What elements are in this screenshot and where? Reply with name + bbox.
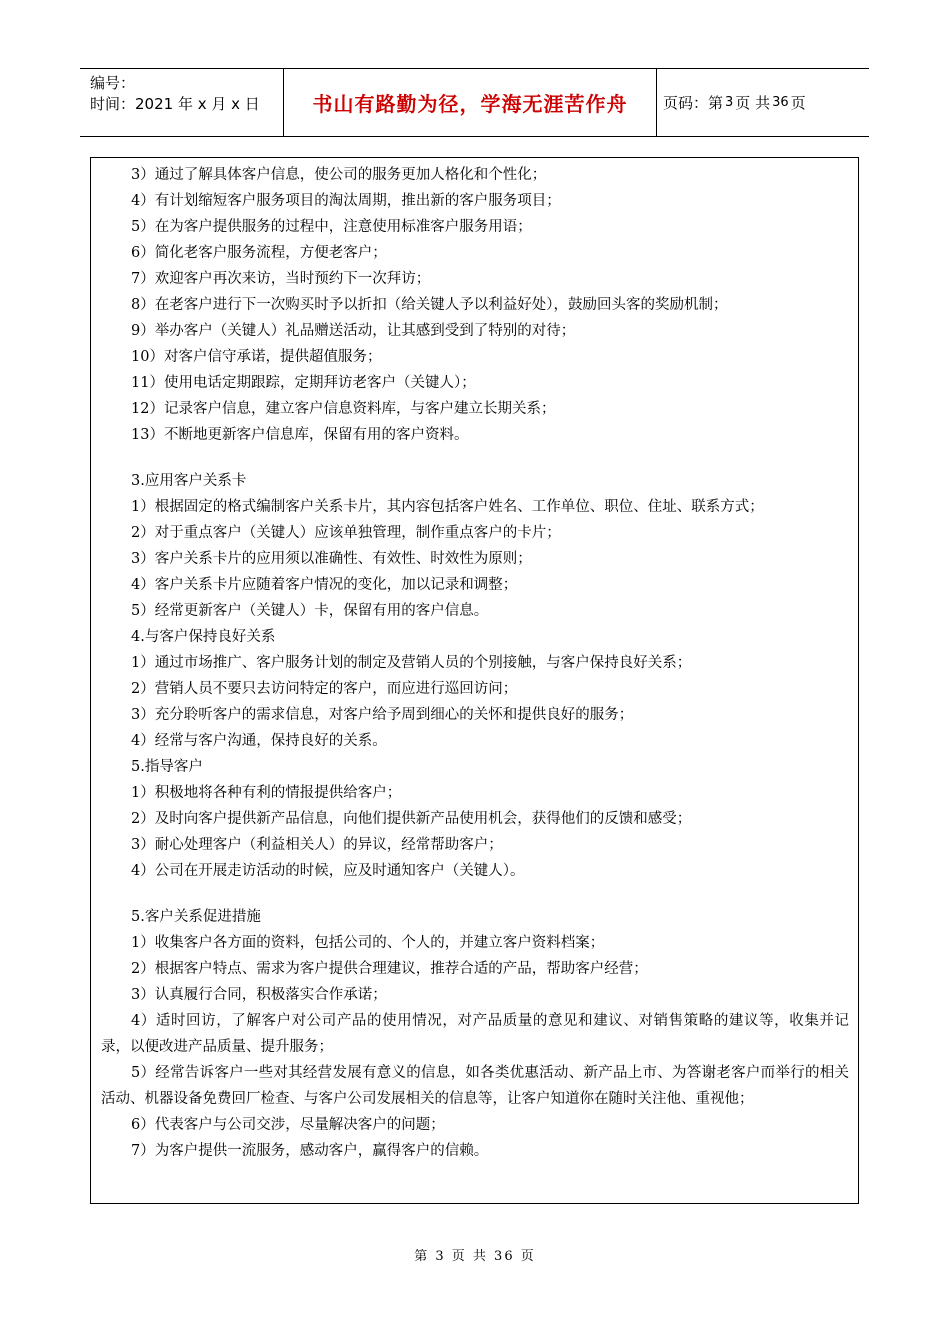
spacer — [101, 884, 849, 904]
list-item: 1）根据固定的格式编制客户关系卡片，其内容包括客户姓名、工作单位、职位、住址、联系方式； — [131, 499, 764, 515]
header-motto-cell — [283, 69, 657, 136]
page-current: 3 — [725, 95, 734, 110]
header-info — [80, 69, 283, 136]
page-mid: 页 共 — [735, 94, 771, 112]
section-heading: 3.应用客户关系卡 — [131, 473, 247, 489]
list-item: 3）耐心处理客户（利益相关人）的异议，经常帮助客户； — [131, 837, 503, 853]
page-prefix: 页码：第 — [663, 94, 724, 112]
list-item: 3）客户关系卡片的应用须以准确性、有效性、时效性为原则； — [131, 551, 532, 567]
list-item: 8）在老客户进行下一次购买时予以折扣（给关键人予以利益好处），鼓励回头客的奖励机制； — [131, 297, 728, 313]
list-item: 5）经常告诉客户一些对其经营发展有意义的信息，如各类优惠活动、新产品上市、为答谢老客户而举行的相关活动、机器设备免费回厂检查、与客户公司发展相关的信息等，让客户知道你在随时关注他、重视他； — [101, 1065, 849, 1107]
page-total: 36 — [772, 95, 789, 110]
list-item: 10）对客户信守承诺，提供超值服务； — [131, 349, 382, 365]
header-page-info — [657, 69, 869, 136]
list-item: 2）对于重点客户（关键人）应该单独管理，制作重点客户的卡片； — [131, 525, 561, 541]
list-item: 12）记录客户信息，建立客户信息资料库，与客户建立长期关系； — [131, 401, 556, 417]
time-label: 时间：2021 年 x 月 x 日 — [90, 95, 260, 113]
page-header — [80, 68, 869, 137]
list-item: 9）举办客户（关键人）礼品赠送活动，让其感到受到了特别的对待； — [131, 323, 576, 339]
list-item: 4）适时回访，了解客户对公司产品的使用情况，对产品质量的意见和建议、对销售策略的建议等，收集并记录，以便改进产品质量、提升服务； — [101, 1013, 849, 1055]
list-item: 11）使用电话定期跟踪，定期拜访老客户（关键人）； — [131, 375, 476, 391]
list-item: 6）代表客户与公司交涉，尽量解决客户的问题； — [131, 1117, 445, 1133]
list-item: 5）经常更新客户（关键人）卡，保留有用的客户信息。 — [131, 603, 489, 619]
list-item: 3）通过了解具体客户信息，使公司的服务更加人格化和个性化； — [131, 167, 547, 183]
list-item: 13）不断地更新客户信息库，保留有用的客户资料。 — [131, 427, 469, 443]
list-item: 5）在为客户提供服务的过程中，注意使用标准客户服务用语； — [131, 219, 532, 235]
page-footer: 第 3 页 共 36 页 — [414, 1249, 536, 1264]
section-heading: 5.客户关系促进措施 — [131, 909, 261, 925]
list-item: 1）通过市场推广、客户服务计划的制定及营销人员的个别接触，与客户保持良好关系； — [131, 655, 692, 671]
list-item: 1）收集客户各方面的资料，包括公司的、个人的，并建立客户资料档案； — [131, 935, 605, 951]
list-item: 6）简化老客户服务流程，方便老客户； — [131, 245, 387, 261]
list-item: 7）为客户提供一流服务，感动客户，赢得客户的信赖。 — [131, 1143, 489, 1159]
list-item: 4）客户关系卡片应随着客户情况的变化，加以记录和调整； — [131, 577, 518, 593]
list-item: 7）欢迎客户再次来访，当时预约下一次拜访； — [131, 271, 431, 287]
list-item: 2）营销人员不要只去访问特定的客户，而应进行巡回访问； — [131, 681, 518, 697]
section-heading: 4.与客户保持良好关系 — [131, 629, 276, 645]
list-item: 4）公司在开展走访活动的时候，应及时通知客户（关键人）。 — [131, 863, 525, 879]
section-heading: 5.指导客户 — [131, 759, 203, 775]
list-item: 4）有计划缩短客户服务项目的淘汰周期，推出新的客户服务项目； — [131, 193, 561, 209]
page-suffix: 页 — [790, 94, 806, 112]
motto: 书山有路勤为径，学海无涯苦作舟 — [312, 92, 628, 116]
content-box — [90, 157, 859, 1204]
list-item: 4）经常与客户沟通，保持良好的关系。 — [131, 733, 387, 749]
number-label: 编号： — [90, 74, 136, 92]
list-item: 3）充分聆听客户的需求信息，对客户给予周到细心的关怀和提供良好的服务； — [131, 707, 634, 723]
list-item: 3）认真履行合同，积极落实合作承诺； — [131, 987, 387, 1003]
list-item: 2）及时向客户提供新产品信息，向他们提供新产品使用机会，获得他们的反馈和感受； — [131, 811, 692, 827]
spacer — [101, 448, 849, 468]
list-item: 2）根据客户特点、需求为客户提供合理建议，推荐合适的产品，帮助客户经营； — [131, 961, 648, 977]
list-item: 1）积极地将各种有利的情报提供给客户； — [131, 785, 402, 801]
